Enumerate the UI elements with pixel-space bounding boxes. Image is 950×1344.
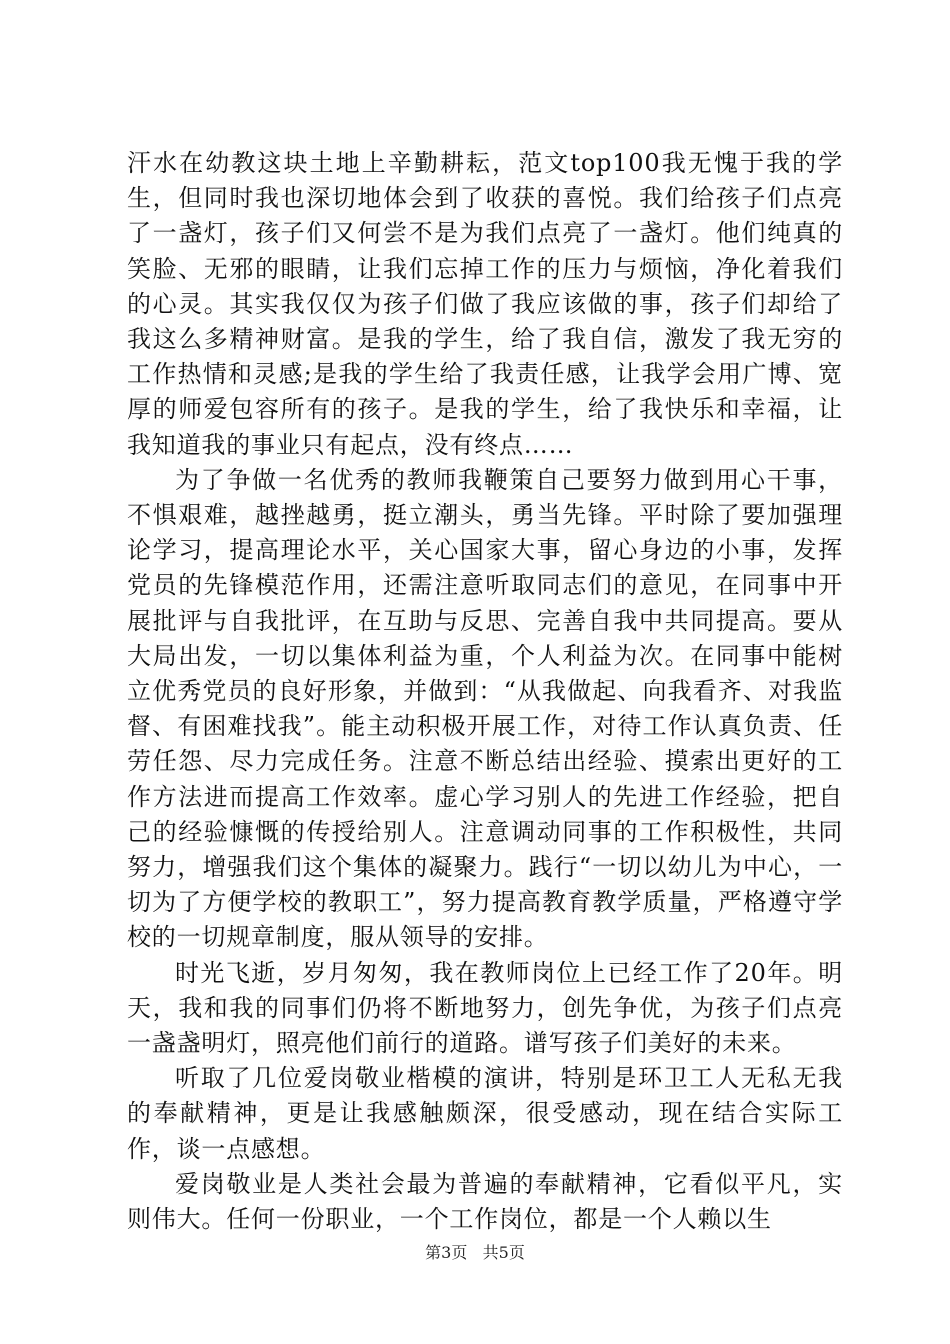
document-body xyxy=(127,146,843,1237)
paragraph-continuation: 汗水在幼教这块土地上辛勤耕耘，范文top100我无愧于我的学生，但同时我也深切地体会到了收获的喜悦。我们给孩子们点亮了一盏灯，孩子们又何尝不是为我们点亮了一盏灯。他们纯真的笑脸、无邪的眼睛，让我们忘掉工作的压力与烦恼，净化着我们的心灵。其实我仅仅为孩子们做了我应该做的事，孩子们却给了我这么多精神财富。是我的学生，给了我自信，激发了我无穷的工作热情和灵感;是我的学生给了我责任感，让我学会用广博、宽厚的师爱包容所有的孩子。是我的学生，给了我快乐和幸福，让我知道我的事业只有起点，没有终点…… xyxy=(127,149,843,459)
page-footer xyxy=(0,1240,950,1263)
paragraph-speech-impression: 听取了几位爱岗敬业楷模的演讲，特别是环卫工人无私无我的奉献精神，更是让我感触颇深，很受感动，现在结合实际工作，谈一点感想。 xyxy=(127,1064,843,1163)
paragraph-teacher-effort: 为了争做一名优秀的教师我鞭策自己要努力做到用心干事，不惧艰难，越挫越勇，挺立潮头，勇当先锋。平时除了要加强理论学习，提高理论水平，关心国家大事，留心身边的小事，发挥党员的先锋模范作用，还需注意听取同志们的意见，在同事中开展批评与自我批评，在互助与反思、完善自我中共同提高。要从大局出发，一切以集体利益为重，个人利益为次。在同事中能树立优秀党员的良好形象，并做到：“从我做起、向我看齐、对我监督、有困难找我”。能主动积极开展工作，对待工作认真负责、任劳任怨、尽力完成任务。注意不断总结出经验、摸索出更好的工作方法进而提高工作效率。虚心学习别人的先进工作经验，把自己的经验慷慨的传授给别人。注意调动同事的工作积极性，共同努力，增强我们这个集体的凝聚力。践行“一切以幼儿为中心，一切为了方便学校的教职工”，努力提高教育教学质量，严格遵守学校的一切规章制度，服从领导的安排。 xyxy=(127,465,843,952)
paragraph-time-passes: 时光飞逝，岁月匆匆，我在教师岗位上已经工作了20年。明天，我和我的同事们仍将不断地努力，创先争优，为孩子们点亮一盏盏明灯，照亮他们前行的道路。谱写孩子们美好的未来。 xyxy=(127,958,843,1058)
paragraph-dedication: 爱岗敬业是人类社会最为普遍的奉献精神，它看似平凡，实则伟大。任何一份职业，一个工作岗位，都是一个人赖以生 xyxy=(127,1169,843,1234)
page-total: 共5页 xyxy=(482,1243,525,1262)
page-number: 第3页 xyxy=(425,1243,468,1262)
